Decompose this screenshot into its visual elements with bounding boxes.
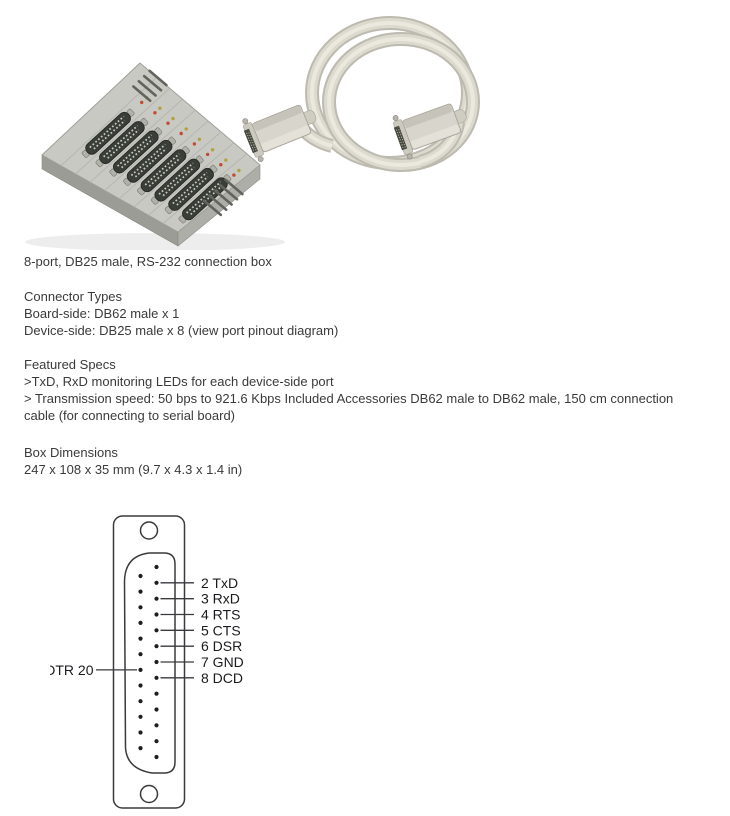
featured-spec-speed: > Transmission speed: 50 bps to 921.6 Kbps Included Accessories DB62 male to DB62 male, 150 cm connection	[24, 391, 674, 406]
section-box-dimensions	[24, 444, 724, 478]
box-top-face	[42, 63, 260, 232]
product-photo	[0, 0, 730, 250]
pin-label-rxd: 3 RxD	[201, 590, 240, 607]
board-side-spec: Board-side: DB62 male x 1	[24, 306, 180, 321]
product-description	[24, 246, 724, 478]
view-pinout-diagram-link[interactable]: (view port pinout diagram)	[188, 323, 339, 338]
section-connector-types	[24, 288, 724, 339]
featured-spec-cable: cable (for connecting to serial board)	[24, 408, 236, 423]
db62-cable	[240, 23, 474, 165]
pin-labels-right	[201, 575, 244, 686]
pinout-diagram	[50, 500, 300, 816]
section-featured-specs	[24, 356, 724, 424]
pin-label-dsr: 6 DSR	[201, 638, 243, 655]
featured-spec-leds: >TxD, RxD monitoring LEDs for each device-side port	[24, 374, 334, 389]
connection-box	[42, 63, 260, 246]
device-side-text: Device-side: DB25 male x 8	[24, 323, 189, 338]
product-photo-svg	[0, 0, 730, 250]
featured-specs-heading: Featured Specs	[24, 357, 116, 372]
product-summary: 8-port, DB25 male, RS-232 connection box	[24, 254, 272, 269]
cable-coil	[298, 23, 473, 165]
pin-label-txd: 2 TxD	[201, 574, 239, 591]
box-dimensions-value: 247 x 108 x 35 mm (9.7 x 4.3 x 1.4 in)	[24, 462, 243, 477]
pin-label-dtr: DTR 20	[50, 661, 94, 678]
pin-label-cts: 5 CTS	[201, 622, 241, 639]
pin-label-rts: 4 RTS	[201, 606, 241, 623]
device-side-spec	[24, 322, 724, 339]
connector-types-heading: Connector Types	[24, 289, 123, 304]
pin-label-dcd: 8 DCD	[201, 669, 244, 686]
pin-label-gnd: 7 GND	[201, 654, 244, 670]
box-dimensions-heading: Box Dimensions	[24, 445, 118, 460]
pinout-diagram-svg	[50, 500, 300, 816]
